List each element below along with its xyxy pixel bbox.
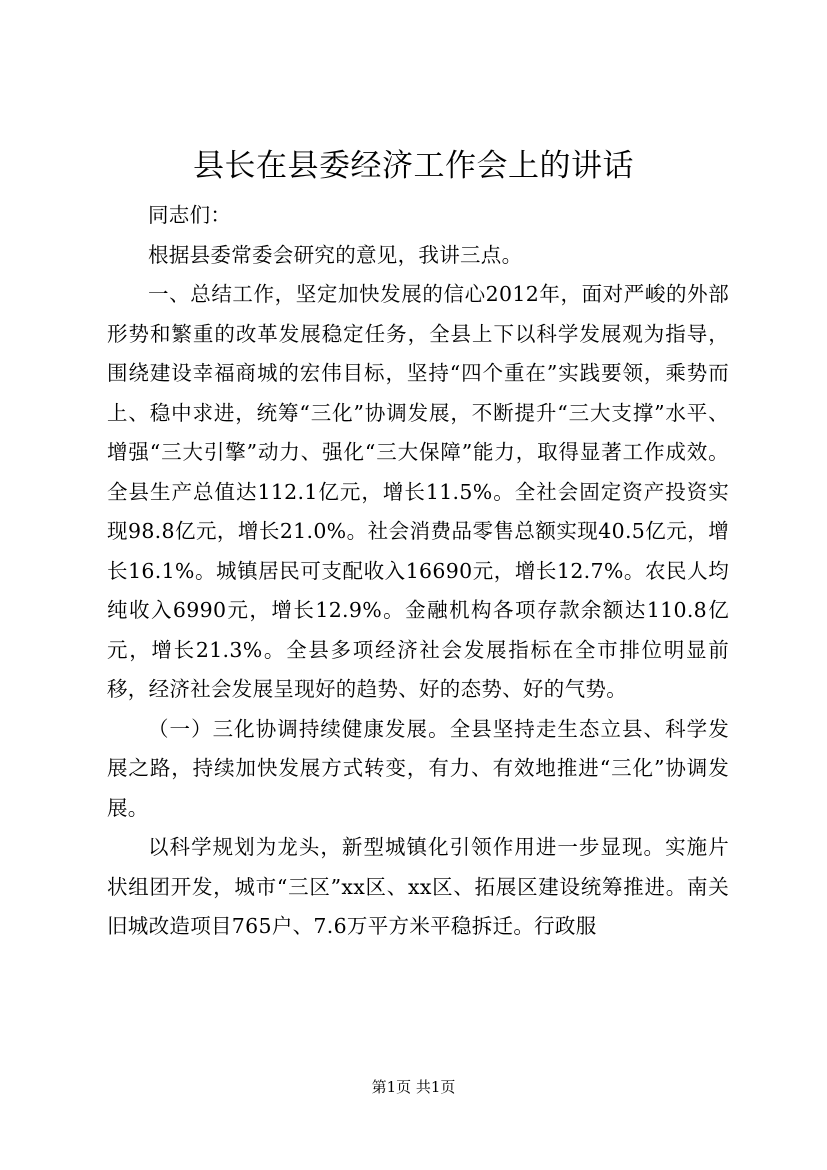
document-body	[107, 196, 729, 947]
paragraph-urbanization: 以科学规划为龙头，新型城镇化引领作用进一步显现。实施片状组团开发，城市“三区”xx区、xx区、拓展区建设统筹推进。南关旧城改造项目765户、7.6万平方米平稳拆迁。行政服	[107, 835, 729, 938]
document-title: 县长在县委经济工作会上的讲话	[193, 148, 634, 184]
paragraph-summary: 一、总结工作，坚定加快发展的信心2012年，面对严峻的外部形势和繁重的改革发展稳定任务，全县上下以科学发展观为指导，围绕建设幸福商城的宏伟目标，坚持“四个重在”实践要领，乘势而上、稳中求进，统筹“三化”协调发展，不断提升“三大支撑”水平、增强“三大引擎”动力、强化“三大保障”能力，取得显著工作成效。全县生产总值达112.1亿元，增长11.5%。全社会固定资产投资实现98.8亿元，增长21.0%。社会消费品零售总额实现40.5亿元，增长16.1%。城镇居民可支配收入16690元，增长12.7%。农民人均纯收入6990元，增长12.9%。金融机构各项存款余额达110.8亿元，增长21.3%。全县多项经济社会发展指标在全市排位明显前移，经济社会发展呈现好的趋势、好的态势、好的气势。	[107, 282, 729, 701]
salutation: 同志们：	[148, 203, 232, 227]
paragraph-intro: 根据县委常委会研究的意见，我讲三点。	[148, 242, 523, 267]
paragraph-section-one: （一）三化协调持续健康发展。全县坚持走生态立县、科学发展之路，持续加快发展方式转变，有力、有效地推进“三化”协调发展。	[107, 716, 729, 820]
page-footer: 第1页 共1页	[371, 1078, 456, 1096]
